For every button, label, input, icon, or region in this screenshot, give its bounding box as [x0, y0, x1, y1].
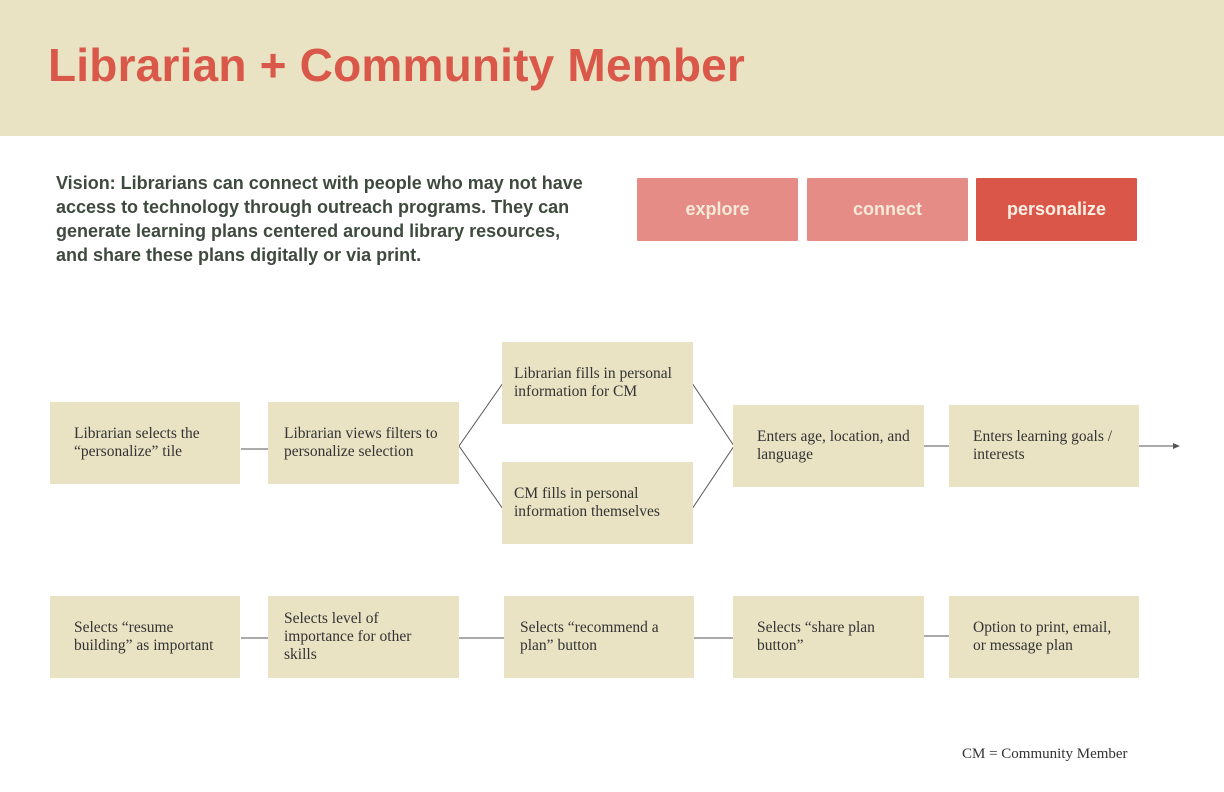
step-enter-goals-text: Enters learning goals / interests — [973, 428, 1113, 463]
step-select-importance-text: Selects level of importance for other skills — [284, 610, 412, 663]
connector-r1-branch-b — [459, 446, 503, 509]
step-recommend-plan-text: Selects “recommend a plan” button — [520, 619, 659, 654]
step-enter-age-location — [733, 405, 924, 487]
connector-r1-merge-a — [692, 383, 734, 446]
step-select-personalize-text: Librarian selects the “personalize” tile — [74, 425, 200, 460]
step-cm-fills-info-text: CM fills in personal information themselves — [514, 485, 660, 520]
vision-statement: Vision: Librarians can connect with people who may not have access to technology through outreach programs. They can generate learning plans centered around library resources, and share these plans digitally or via print. — [56, 173, 583, 265]
arrowhead — [1173, 443, 1180, 449]
step-enter-goals — [949, 405, 1139, 487]
step-view-filters-text: Librarian views filters to personalize selection — [284, 425, 438, 460]
step-librarian-fills-info — [502, 342, 693, 424]
step-share-plan — [733, 596, 924, 678]
connector-r1-merge-b — [692, 446, 734, 509]
connector-r1-branch-a — [459, 383, 503, 446]
step-print-email-message-text: Option to print, email, or message plan — [973, 619, 1112, 654]
step-cm-fills-info — [502, 462, 693, 544]
step-select-resume-building — [50, 596, 240, 678]
tile-personalize-label: personalize — [1006, 199, 1107, 219]
tile-connect-label: connect — [852, 199, 922, 219]
step-select-importance — [268, 596, 459, 678]
step-enter-age-location-text: Enters age, location, and language — [757, 428, 910, 463]
legend-note: CM = Community Member — [962, 746, 1128, 762]
step-select-personalize — [50, 402, 240, 484]
tile-explore-label: explore — [685, 199, 750, 219]
step-recommend-plan — [504, 596, 694, 678]
page-title: Librarian + Community Member — [48, 39, 746, 91]
step-librarian-fills-info-text: Librarian fills in personal information for CM — [514, 365, 672, 400]
step-share-plan-text: Selects “share plan button” — [757, 619, 875, 654]
step-view-filters — [268, 402, 459, 484]
step-print-email-message — [949, 596, 1139, 678]
step-select-resume-building-text: Selects “resume building” as important — [74, 619, 214, 654]
